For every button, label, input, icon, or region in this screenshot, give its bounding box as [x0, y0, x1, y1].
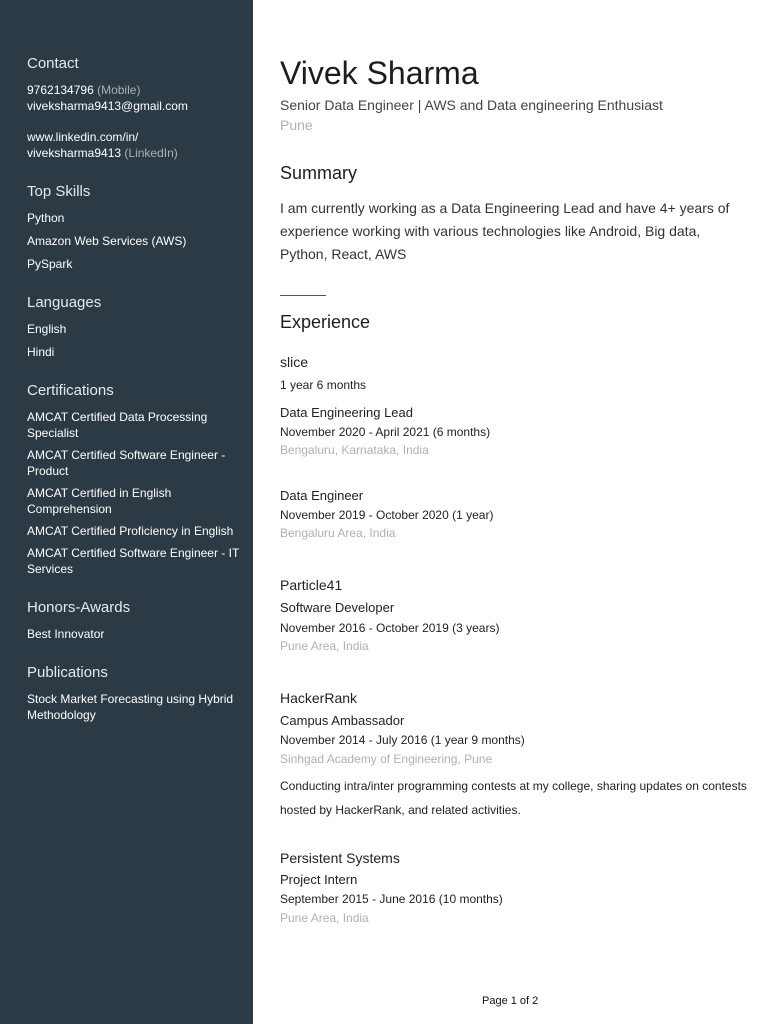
job-dates: November 2016 - October 2019 (3 years) [280, 621, 500, 635]
sidebar [0, 0, 253, 1024]
job-dates: November 2019 - October 2020 (1 year) [280, 508, 494, 522]
top-skills-section [27, 183, 245, 272]
contact-heading: Contact [27, 55, 79, 72]
summary-heading: Summary [280, 163, 358, 183]
email-link[interactable]: viveksharma9413@gmail.com [27, 99, 188, 113]
linkedin-link-line1[interactable]: www.linkedin.com/in/ [27, 130, 139, 144]
job-dates: November 2020 - April 2021 (6 months) [280, 425, 491, 439]
certification-item: AMCAT Certified Proficiency in English [27, 524, 234, 538]
job-location: Bengaluru, Karnataka, India [280, 443, 429, 457]
linkedin-line2 [27, 145, 245, 161]
job-title: Software Developer [280, 600, 395, 615]
job-location: Pune Area, India [280, 911, 369, 925]
certification-item: AMCAT Certified Software Engineer - Product [27, 448, 226, 478]
job-location: Bengaluru Area, India [280, 526, 396, 540]
phone-label: (Mobile) [97, 83, 141, 97]
job-title: Campus Ambassador [280, 713, 405, 728]
job-dates: November 2014 - July 2016 (1 year 9 months) [280, 733, 525, 747]
honors-section [27, 599, 245, 642]
company-name: HackerRank [280, 690, 358, 706]
profile-headline: Senior Data Engineer | AWS and Data engineering Enthusiast [280, 97, 663, 113]
honor-item: Best Innovator [27, 627, 105, 641]
contact-section [27, 55, 245, 161]
profile-location: Pune [280, 117, 313, 133]
certification-item: AMCAT Certified in English Comprehension [27, 486, 172, 516]
languages-section [27, 294, 245, 360]
phone-number: 9762134796 [27, 83, 94, 97]
languages-heading: Languages [27, 294, 102, 311]
certifications-heading: Certifications [27, 382, 114, 399]
page-number: Page 1 of 2 [482, 995, 539, 1007]
certification-item: AMCAT Certified Software Engineer - IT Services [27, 546, 240, 576]
section-divider [280, 295, 326, 296]
profile-name: Vivek Sharma [280, 55, 479, 91]
honors-heading: Honors-Awards [27, 599, 131, 616]
company-name: slice [280, 354, 309, 370]
company-name: Particle41 [280, 577, 343, 593]
skill-item: Python [27, 211, 65, 225]
certifications-section [27, 382, 245, 577]
job-location: Pune Area, India [280, 639, 369, 653]
skill-item: Amazon Web Services (AWS) [27, 234, 187, 248]
job-dates: September 2015 - June 2016 (10 months) [280, 892, 503, 906]
publication-item: Stock Market Forecasting using Hybrid Methodology [27, 692, 234, 722]
linkedin-link-line2[interactable]: viveksharma9413 [27, 146, 122, 160]
linkedin-label: (LinkedIn) [124, 146, 178, 160]
job-title: Project Intern [280, 872, 358, 887]
summary-text: I am currently working as a Data Engineering Lead and have 4+ years of experience working with various technologies like Android, Big data, Python, React, AWS [280, 200, 730, 262]
job-location: Sinhgad Academy of Engineering, Pune [280, 752, 493, 766]
publications-section [27, 664, 245, 723]
experience-heading: Experience [280, 312, 371, 332]
job-description: Conducting intra/inter programming contests at my college, sharing updates on contests hosted by HackerRank, and related activities. [280, 779, 747, 817]
top-skills-heading: Top Skills [27, 183, 91, 200]
job-title: Data Engineering Lead [280, 405, 413, 420]
language-item: English [27, 322, 67, 336]
publications-heading: Publications [27, 664, 108, 681]
phone-line [27, 82, 245, 98]
company-duration: 1 year 6 months [280, 378, 367, 392]
certification-item: AMCAT Certified Data Processing Specialist [27, 410, 208, 440]
language-item: Hindi [27, 345, 55, 359]
skill-item: PySpark [27, 257, 73, 271]
job-title: Data Engineer [280, 488, 364, 503]
company-name: Persistent Systems [280, 850, 400, 866]
